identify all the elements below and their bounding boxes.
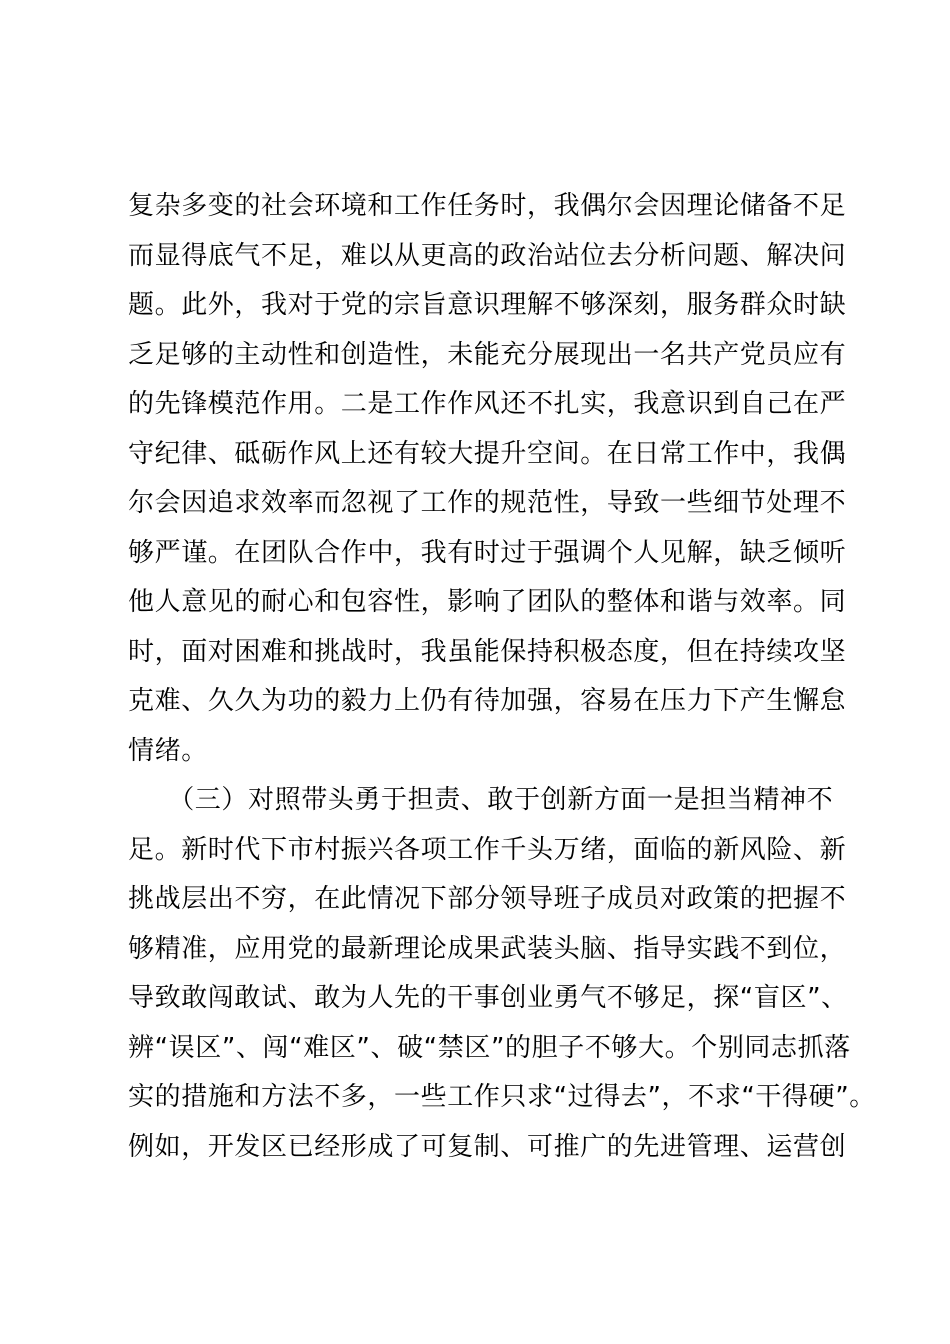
text-line: 而显得底气不足，难以从更高的政治站位去分析问题、解决问: [128, 240, 847, 271]
text-line: 导致敢闯敢试、敢为人先的干事创业勇气不够足，探“盲区”、: [128, 983, 848, 1013]
text-line: 的先锋模范作用。二是工作作风还不扎实，我意识到自己在严: [128, 389, 847, 419]
text-line: 够精准，应用党的最新理论成果武装头脑、指导实践不到位，: [128, 933, 847, 964]
text-line: 辨“误区”、闯“难区”、破“禁区”的胆子不够大。个别同志抓落: [128, 1032, 851, 1063]
text-line: 足。新时代下市村振兴各项工作千头万绪，面临的新风险、新: [128, 834, 847, 865]
text-line: 复杂多变的社会环境和工作任务时，我偶尔会因理论储备不足: [128, 191, 847, 221]
text-line: 克难、久久为功的毅力上仍有待加强，容易在压力下产生懈怠: [128, 686, 847, 716]
text-line: 时，面对困难和挑战时，我虽能保持积极态度，但在持续攻坚: [128, 636, 847, 667]
text-line: 乏足够的主动性和创造性，未能充分展现出一名共产党员应有: [128, 339, 847, 370]
text-line: 他人意见的耐心和包容性，影响了团队的整体和谐与效率。同: [128, 587, 847, 617]
text-line: 守纪律、砥砺作风上还有较大提升空间。在日常工作中，我偶: [128, 438, 847, 469]
body-text: [128, 182, 876, 1172]
text-line: 实的措施和方法不多，一些工作只求“过得去”，不求“干得硬”。: [128, 1082, 876, 1112]
text-line: 挑战层出不穷，在此情况下部分领导班子成员对政策的把握不: [128, 884, 847, 914]
text-line: 例如，开发区已经形成了可复制、可推广的先进管理、运营创: [128, 1131, 847, 1162]
text-line: 情绪。: [128, 735, 208, 766]
section-heading-line: （三）对照带头勇于担责、敢于创新方面一是担当精神不: [128, 785, 834, 815]
text-line: 够严谨。在团队合作中，我有时过于强调个人见解，缺乏倾听: [128, 537, 847, 568]
text-line: 题。此外，我对于党的宗旨意识理解不够深刻，服务群众时缺: [128, 290, 847, 320]
text-line: 尔会因追求效率而忽视了工作的规范性，导致一些细节处理不: [128, 488, 847, 518]
